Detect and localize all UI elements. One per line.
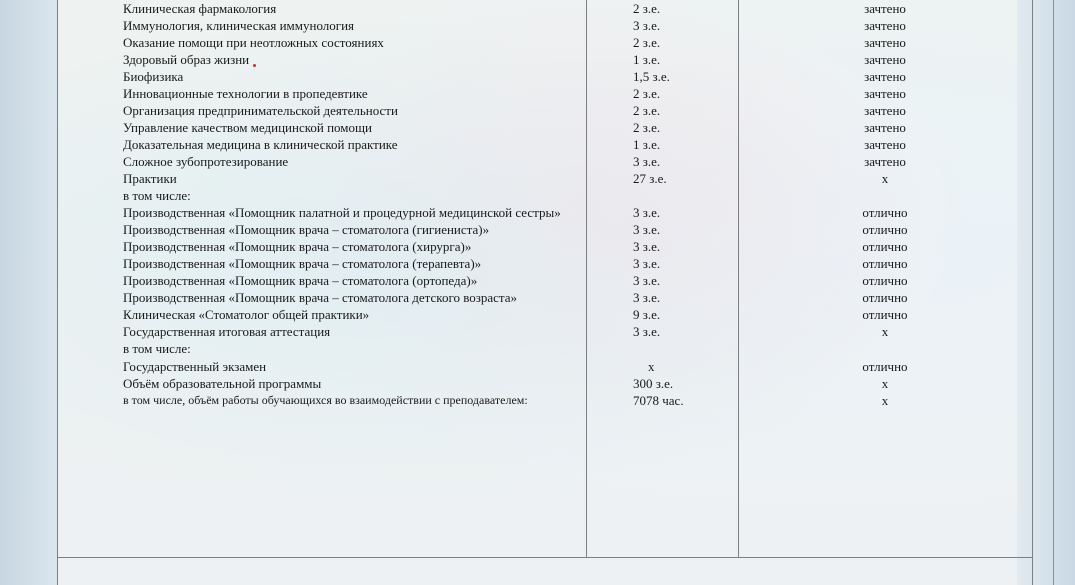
- table-row: [0, 358, 1075, 375]
- table-row: [0, 392, 1075, 409]
- table-bottom-border: [57, 557, 1033, 558]
- discipline-name: Биофизика: [123, 69, 184, 84]
- grade-value: отлично: [862, 273, 908, 288]
- table-row: [0, 51, 1075, 68]
- credits-value: 3 з.е.: [633, 324, 661, 339]
- grade-value: х: [881, 393, 889, 408]
- table-row: [0, 221, 1075, 238]
- discipline-name: Оказание помощи при неотложных состояниях: [123, 35, 384, 50]
- grade-value: зачтено: [864, 86, 906, 101]
- table-row: [0, 17, 1075, 34]
- discipline-name: Производственная «Помощник врача – стоматолога (ортопеда)»: [123, 273, 478, 288]
- credits-value: 3 з.е.: [633, 18, 661, 33]
- table-row: [0, 255, 1075, 272]
- credits-value: 9 з.е.: [633, 307, 661, 322]
- table-row: [0, 375, 1075, 392]
- table-row: [0, 119, 1075, 136]
- discipline-name: Производственная «Помощник врача – стоматолога (гигиениста)»: [123, 222, 490, 237]
- discipline-name: Объём образовательной программы: [123, 376, 322, 391]
- grade-value: отлично: [862, 359, 908, 374]
- grade-value: отлично: [862, 222, 908, 237]
- table-row: [0, 102, 1075, 119]
- discipline-name: Инновационные технологии в пропедевтике: [123, 86, 368, 101]
- table-row: [0, 153, 1075, 170]
- credits-value: 3 з.е.: [633, 256, 661, 271]
- grade-value: отлично: [862, 239, 908, 254]
- grade-value: отлично: [862, 307, 908, 322]
- discipline-name: в том числе, объём работы обучающихся во взаимодействии с преподавателем:: [123, 393, 528, 407]
- table-row: [0, 204, 1075, 221]
- discipline-name: Организация предпринимательской деятельности: [123, 103, 398, 118]
- credits-value: 1 з.е.: [633, 52, 661, 67]
- table-row: [0, 68, 1075, 85]
- credits-value: 2 з.е.: [633, 103, 661, 118]
- table-row: [0, 0, 1075, 17]
- credits-value: 2 з.е.: [633, 120, 661, 135]
- credits-value: 3 з.е.: [633, 273, 661, 288]
- discipline-name: Производственная «Помощник врача – стоматолога детского возраста»: [123, 290, 518, 305]
- grade-value: зачтено: [864, 1, 906, 16]
- discipline-name: Клиническая фармакология: [123, 1, 277, 16]
- credits-value: 1 з.е.: [633, 137, 661, 152]
- credits-value: 3 з.е.: [633, 222, 661, 237]
- grade-value: х: [881, 324, 889, 339]
- grade-value: х: [881, 376, 889, 391]
- discipline-name: Сложное зубопротезирование: [123, 154, 289, 169]
- grade-value: х: [881, 171, 889, 186]
- discipline-name: Государственная итоговая аттестация: [123, 324, 331, 339]
- credits-value: 2 з.е.: [633, 86, 661, 101]
- credits-value: 3 з.е.: [633, 154, 661, 169]
- credits-value: 3 з.е.: [633, 205, 661, 220]
- credits-value: 7078 час.: [633, 393, 684, 408]
- table-row: [0, 272, 1075, 289]
- credits-value: 2 з.е.: [633, 1, 661, 16]
- table-row: [0, 340, 1075, 357]
- credits-value: 3 з.е.: [633, 239, 661, 254]
- grade-value: зачтено: [864, 154, 906, 169]
- discipline-name: Производственная «Помощник врача – стоматолога (хирурга)»: [123, 239, 472, 254]
- grade-value: зачтено: [864, 52, 906, 67]
- credits-value: 27 з.е.: [633, 171, 667, 186]
- credits-value: 300 з.е.: [633, 376, 674, 391]
- grade-value: зачтено: [864, 103, 906, 118]
- discipline-name: в том числе:: [123, 341, 191, 356]
- grade-value: отлично: [862, 205, 908, 220]
- table-row: [0, 187, 1075, 204]
- table-row: [0, 34, 1075, 51]
- discipline-name: Производственная «Помощник палатной и процедурной медицинской сестры»: [123, 205, 561, 220]
- discipline-name: Клиническая «Стоматолог общей практики»: [123, 307, 370, 322]
- discipline-name: Производственная «Помощник врача – стоматолога (терапевта)»: [123, 256, 482, 271]
- discipline-name: Управление качеством медицинской помощи: [123, 120, 372, 135]
- discipline-name: Государственный экзамен: [123, 359, 267, 374]
- table-row: [0, 238, 1075, 255]
- discipline-name: Доказательная медицина в клинической практике: [123, 137, 398, 152]
- grade-value: отлично: [862, 256, 908, 271]
- discipline-name: Практики: [123, 171, 177, 186]
- table-row: [0, 323, 1075, 340]
- credits-value: х: [648, 359, 655, 374]
- table-row: [0, 306, 1075, 323]
- credits-value: 3 з.е.: [633, 290, 661, 305]
- discipline-name: Иммунология, клиническая иммунология: [123, 18, 355, 33]
- credits-value: 1,5 з.е.: [633, 69, 670, 84]
- table-row: [0, 289, 1075, 306]
- grade-value: зачтено: [864, 69, 906, 84]
- grade-value: зачтено: [864, 137, 906, 152]
- discipline-name: Здоровый образ жизни: [123, 52, 250, 67]
- grade-value: зачтено: [864, 120, 906, 135]
- discipline-name: в том числе:: [123, 188, 191, 203]
- table-row: [0, 136, 1075, 153]
- grade-value: отлично: [862, 290, 908, 305]
- grade-value: зачтено: [864, 18, 906, 33]
- table-row: [0, 85, 1075, 102]
- grade-value: зачтено: [864, 35, 906, 50]
- credits-value: 2 з.е.: [633, 35, 661, 50]
- table-row: [0, 170, 1075, 187]
